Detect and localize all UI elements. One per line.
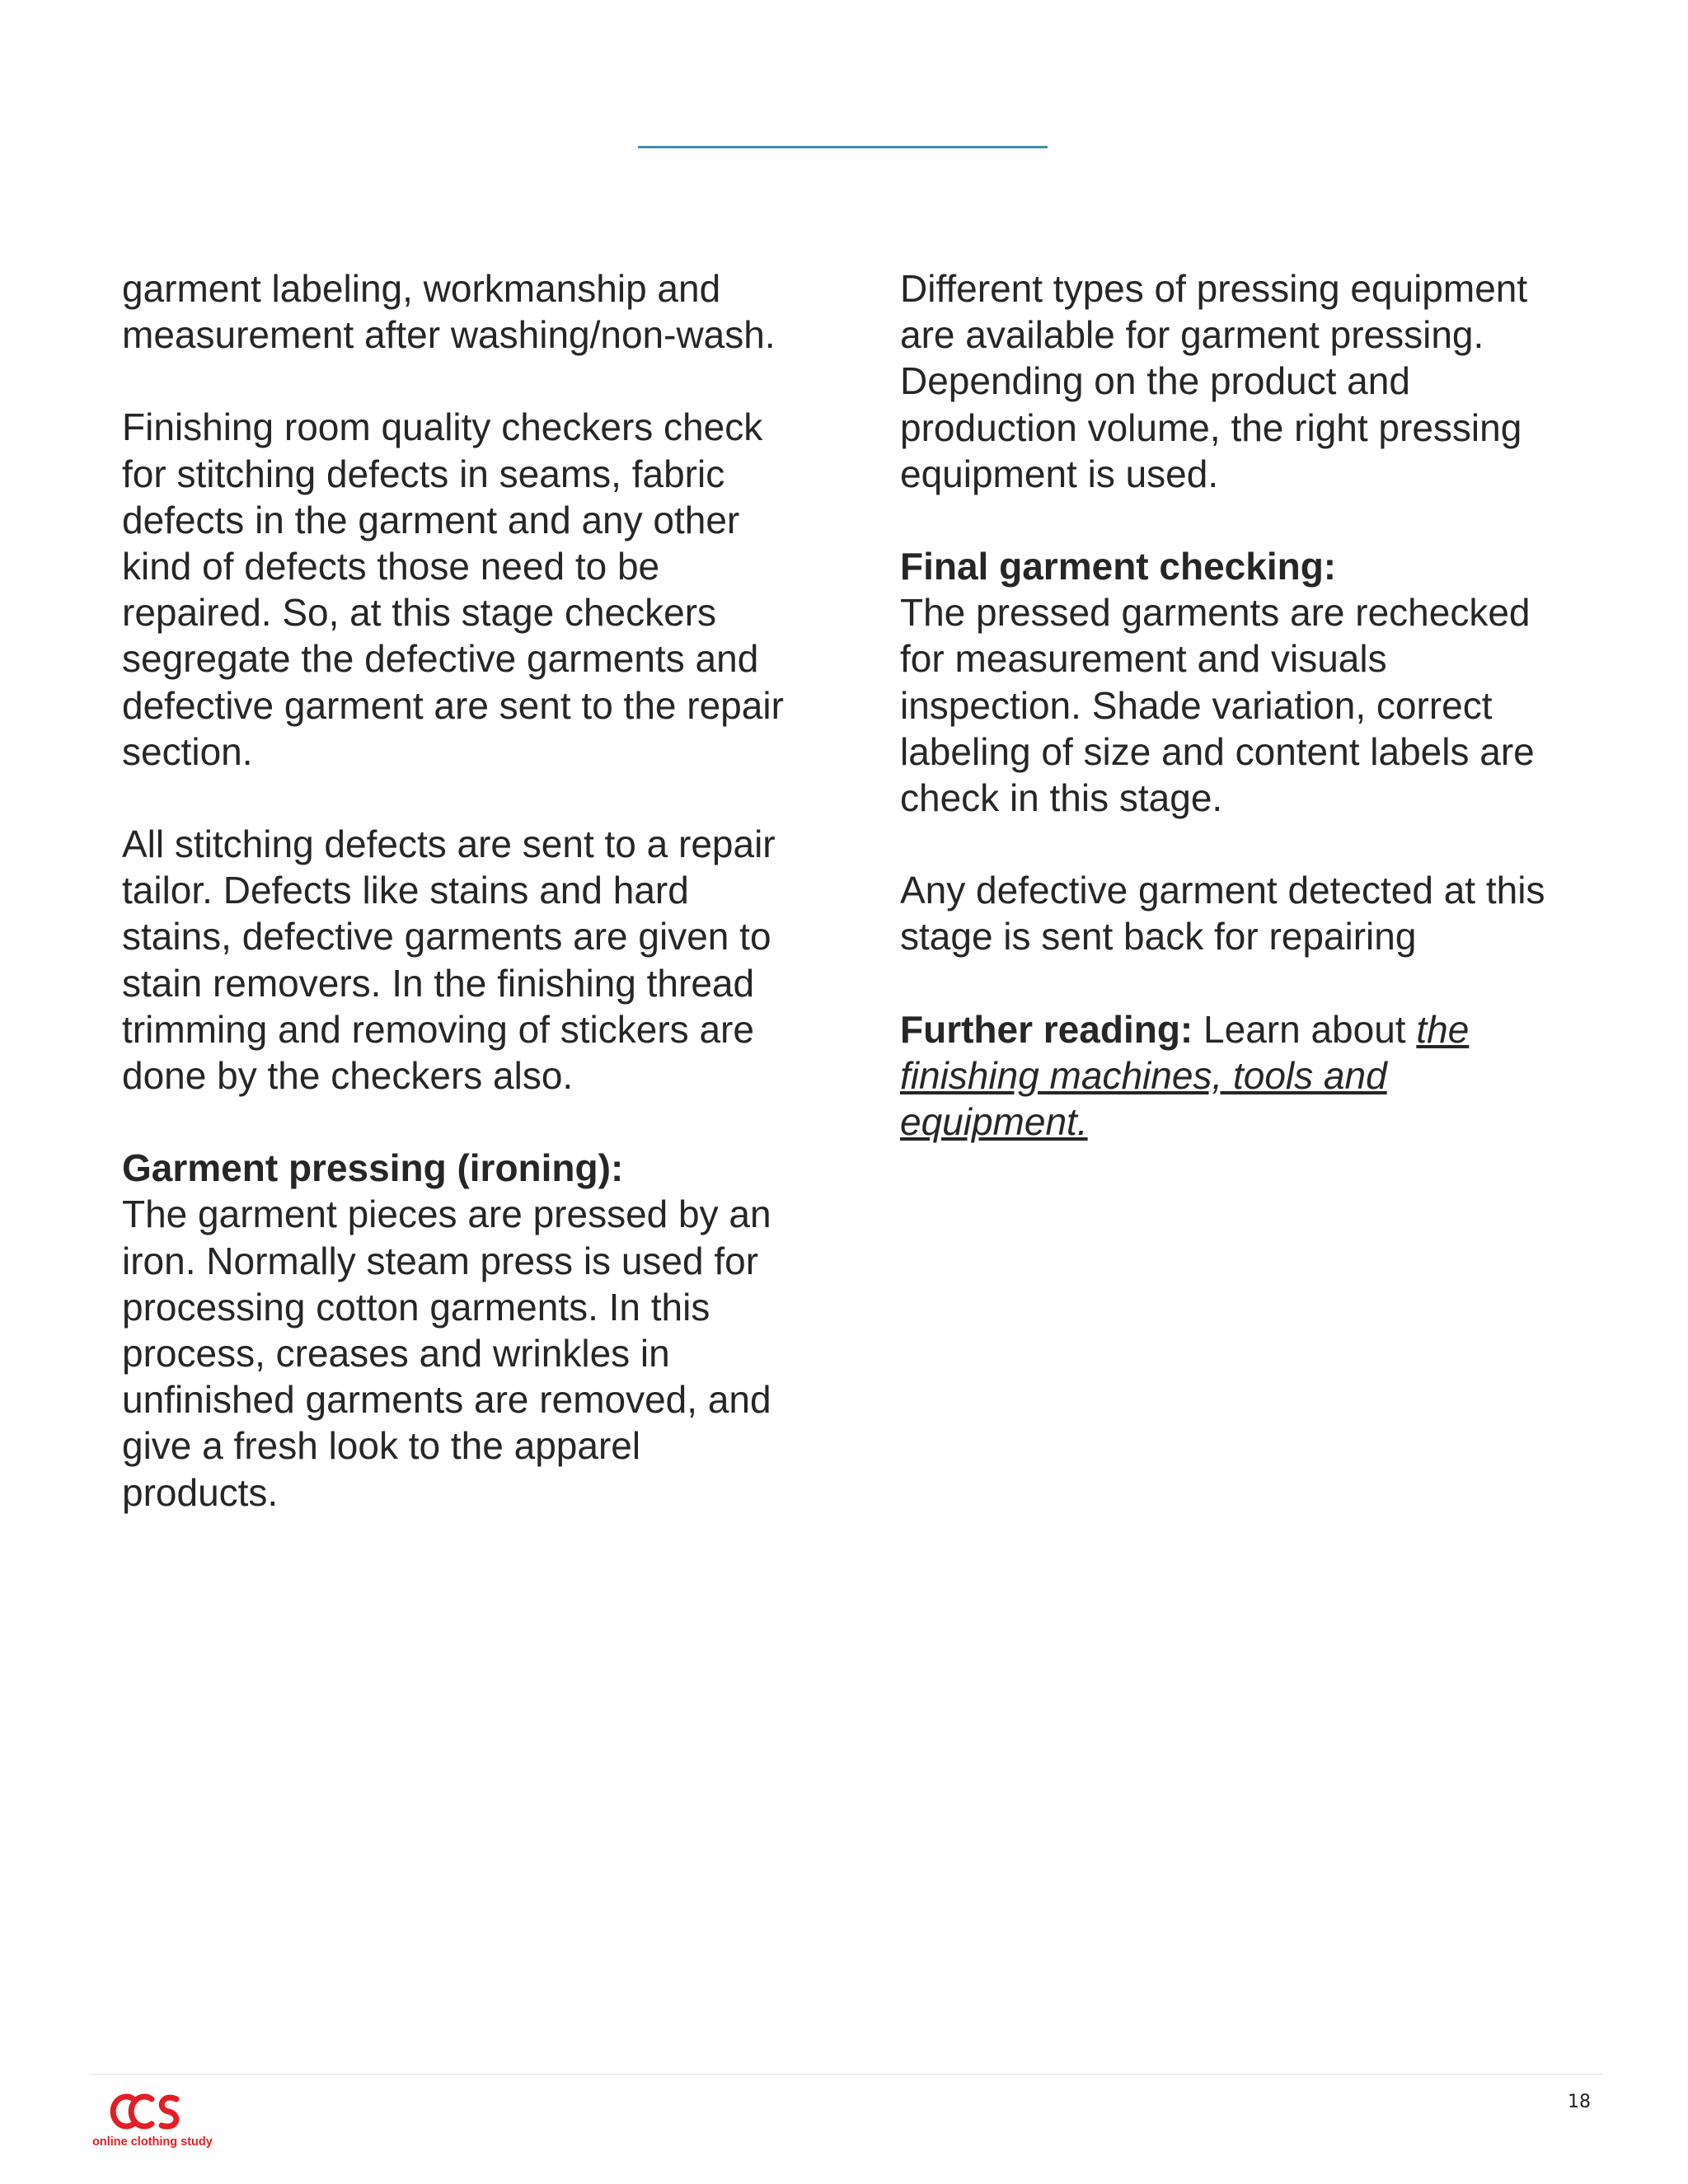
paragraph: The pressed garments are rechecked for measurement and visuals inspection. Shade variation, correct labeling of size and content labels are check in this stage. bbox=[900, 591, 1535, 820]
section-garment-pressing bbox=[122, 1145, 798, 1516]
paragraph: Any defective garment detected at this stage is sent back for repairing bbox=[900, 869, 1545, 958]
paragraph: Different types of pressing equipment are available for garment pressing. Depending on the product and production volume, the right pressing equipment is used. bbox=[900, 267, 1528, 495]
further-reading bbox=[900, 1006, 1576, 1146]
paragraph: All stitching defects are sent to a repair tailor. Defects like stains and hard stains, defective garments are given to stain removers. In the finishing thread trimming and removing of stickers are done by the checkers also. bbox=[122, 823, 776, 1098]
section-final-checking bbox=[900, 543, 1576, 821]
ocs-logo bbox=[91, 2083, 223, 2149]
paragraph: The garment pieces are pressed by an iron. Normally steam press is used for processing cotton garments. In this process, creases and wrinkles in unfinished garments are removed, and give a fresh look to the apparel products. bbox=[122, 1193, 771, 1514]
paragraph: garment labeling, workmanship and measurement after washing/non-wash. bbox=[122, 267, 776, 357]
further-reading-link[interactable]: the finishing machines, tools and equipment. bbox=[900, 1007, 1470, 1144]
left-column bbox=[122, 265, 798, 1516]
section-heading: Final garment checking: bbox=[900, 545, 1337, 588]
logo-text: online clothing study bbox=[92, 2135, 213, 2149]
further-reading-text: Learn about bbox=[1193, 1007, 1417, 1051]
header-rule bbox=[638, 146, 1048, 148]
section-heading: Garment pressing (ironing): bbox=[122, 1146, 624, 1190]
further-reading-label: Further reading: bbox=[900, 1007, 1193, 1051]
right-column bbox=[900, 265, 1576, 1145]
paragraph: Finishing room quality checkers check for stitching defects in seams, fabric defects in the garment and any other kind of defects those need to be repaired. So, at this stage checkers segregate the defective garments and defective garment are sent to the repair section. bbox=[122, 405, 784, 773]
page-number: 18 bbox=[1568, 2092, 1591, 2112]
footer-rule bbox=[89, 2074, 1602, 2075]
